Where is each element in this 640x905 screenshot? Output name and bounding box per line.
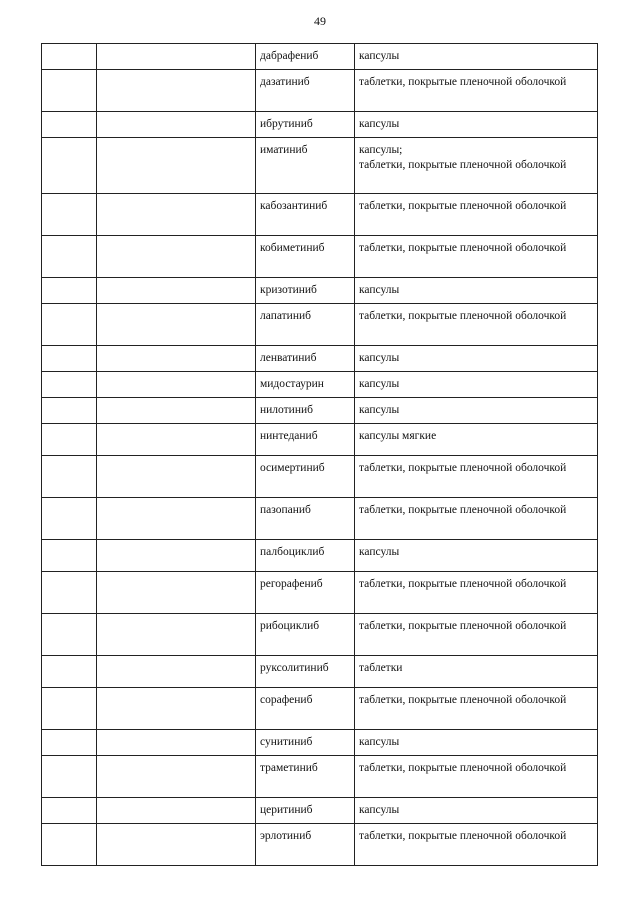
table-row bbox=[42, 730, 598, 756]
atc-code-cell bbox=[42, 194, 97, 236]
table-row bbox=[42, 498, 598, 540]
group-cell bbox=[97, 278, 256, 304]
group-cell bbox=[97, 756, 256, 798]
drug-name-cell: церитиниб bbox=[256, 798, 355, 824]
atc-code-cell bbox=[42, 424, 97, 456]
table-row bbox=[42, 424, 598, 456]
atc-code-cell bbox=[42, 798, 97, 824]
table-row bbox=[42, 278, 598, 304]
dosage-form-cell: капсулы bbox=[355, 112, 598, 138]
atc-code-cell bbox=[42, 756, 97, 798]
dosage-form-cell: таблетки, покрытые пленочной оболочкой bbox=[355, 304, 598, 346]
drug-name-cell: сорафениб bbox=[256, 688, 355, 730]
table-row bbox=[42, 236, 598, 278]
atc-code-cell bbox=[42, 346, 97, 372]
group-cell bbox=[97, 372, 256, 398]
atc-code-cell bbox=[42, 456, 97, 498]
table-row bbox=[42, 70, 598, 112]
dosage-form-cell: капсулы bbox=[355, 540, 598, 572]
group-cell bbox=[97, 730, 256, 756]
dosage-form-cell: таблетки, покрытые пленочной оболочкой bbox=[355, 756, 598, 798]
atc-code-cell bbox=[42, 304, 97, 346]
drug-name-cell: нинтеданиб bbox=[256, 424, 355, 456]
atc-code-cell bbox=[42, 372, 97, 398]
dosage-form-cell: таблетки, покрытые пленочной оболочкой bbox=[355, 456, 598, 498]
group-cell bbox=[97, 824, 256, 866]
dosage-form-cell: капсулы bbox=[355, 44, 598, 70]
atc-code-cell bbox=[42, 498, 97, 540]
table-row bbox=[42, 540, 598, 572]
group-cell bbox=[97, 112, 256, 138]
drug-name-cell: руксолитиниб bbox=[256, 656, 355, 688]
dosage-form-cell: таблетки, покрытые пленочной оболочкой bbox=[355, 614, 598, 656]
dosage-form-cell: таблетки bbox=[355, 656, 598, 688]
atc-code-cell bbox=[42, 236, 97, 278]
drug-name-cell: рибоциклиб bbox=[256, 614, 355, 656]
group-cell bbox=[97, 398, 256, 424]
dosage-form-cell: капсулы bbox=[355, 278, 598, 304]
atc-code-cell bbox=[42, 614, 97, 656]
dosage-form-cell: таблетки, покрытые пленочной оболочкой bbox=[355, 70, 598, 112]
drug-name-cell: мидостаурин bbox=[256, 372, 355, 398]
drug-name-cell: кризотиниб bbox=[256, 278, 355, 304]
drug-name-cell: лапатиниб bbox=[256, 304, 355, 346]
table-row bbox=[42, 44, 598, 70]
table-row bbox=[42, 656, 598, 688]
drug-table-body bbox=[42, 44, 598, 866]
table-row bbox=[42, 112, 598, 138]
group-cell bbox=[97, 44, 256, 70]
table-row bbox=[42, 614, 598, 656]
drug-name-cell: дазатиниб bbox=[256, 70, 355, 112]
table-row bbox=[42, 824, 598, 866]
group-cell bbox=[97, 424, 256, 456]
group-cell bbox=[97, 572, 256, 614]
group-cell bbox=[97, 540, 256, 572]
dosage-form-cell: таблетки, покрытые пленочной оболочкой bbox=[355, 236, 598, 278]
drug-name-cell: ибрутиниб bbox=[256, 112, 355, 138]
atc-code-cell bbox=[42, 398, 97, 424]
table-row bbox=[42, 398, 598, 424]
table-row bbox=[42, 346, 598, 372]
group-cell bbox=[97, 688, 256, 730]
table-row bbox=[42, 688, 598, 730]
table-row bbox=[42, 304, 598, 346]
atc-code-cell bbox=[42, 112, 97, 138]
drug-name-cell: эрлотиниб bbox=[256, 824, 355, 866]
dosage-form-cell: таблетки, покрытые пленочной оболочкой bbox=[355, 824, 598, 866]
atc-code-cell bbox=[42, 572, 97, 614]
group-cell bbox=[97, 138, 256, 194]
atc-code-cell bbox=[42, 730, 97, 756]
dosage-form-cell: капсулы bbox=[355, 798, 598, 824]
dosage-form-cell: капсулы; таблетки, покрытые пленочной оболочкой bbox=[355, 138, 598, 194]
group-cell bbox=[97, 498, 256, 540]
dosage-form-cell: капсулы bbox=[355, 372, 598, 398]
drug-name-cell: регорафениб bbox=[256, 572, 355, 614]
dosage-form-cell: капсулы bbox=[355, 346, 598, 372]
drug-name-cell: иматиниб bbox=[256, 138, 355, 194]
table-row bbox=[42, 756, 598, 798]
dosage-form-cell: капсулы bbox=[355, 730, 598, 756]
drug-name-cell: дабрафениб bbox=[256, 44, 355, 70]
atc-code-cell bbox=[42, 70, 97, 112]
dosage-form-cell: таблетки, покрытые пленочной оболочкой bbox=[355, 194, 598, 236]
drug-name-cell: нилотиниб bbox=[256, 398, 355, 424]
drug-name-cell: ленватиниб bbox=[256, 346, 355, 372]
group-cell bbox=[97, 798, 256, 824]
drug-name-cell: осимертиниб bbox=[256, 456, 355, 498]
group-cell bbox=[97, 304, 256, 346]
table-row bbox=[42, 572, 598, 614]
drug-table bbox=[41, 43, 598, 866]
group-cell bbox=[97, 236, 256, 278]
group-cell bbox=[97, 656, 256, 688]
page-number: 49 bbox=[314, 14, 326, 28]
table-row bbox=[42, 194, 598, 236]
atc-code-cell bbox=[42, 278, 97, 304]
atc-code-cell bbox=[42, 138, 97, 194]
atc-code-cell bbox=[42, 656, 97, 688]
drug-name-cell: сунитиниб bbox=[256, 730, 355, 756]
drug-name-cell: пазопаниб bbox=[256, 498, 355, 540]
dosage-form-cell: таблетки, покрытые пленочной оболочкой bbox=[355, 498, 598, 540]
group-cell bbox=[97, 70, 256, 112]
table-row bbox=[42, 798, 598, 824]
dosage-form-cell: таблетки, покрытые пленочной оболочкой bbox=[355, 572, 598, 614]
atc-code-cell bbox=[42, 540, 97, 572]
group-cell bbox=[97, 194, 256, 236]
table-row bbox=[42, 456, 598, 498]
drug-name-cell: траметиниб bbox=[256, 756, 355, 798]
table-row bbox=[42, 138, 598, 194]
group-cell bbox=[97, 614, 256, 656]
atc-code-cell bbox=[42, 824, 97, 866]
dosage-form-cell: таблетки, покрытые пленочной оболочкой bbox=[355, 688, 598, 730]
atc-code-cell bbox=[42, 44, 97, 70]
drug-name-cell: кобиметиниб bbox=[256, 236, 355, 278]
group-cell bbox=[97, 346, 256, 372]
group-cell bbox=[97, 456, 256, 498]
dosage-form-cell: капсулы bbox=[355, 398, 598, 424]
table-row bbox=[42, 372, 598, 398]
atc-code-cell bbox=[42, 688, 97, 730]
drug-name-cell: палбоциклиб bbox=[256, 540, 355, 572]
drug-name-cell: кабозантиниб bbox=[256, 194, 355, 236]
dosage-form-cell: капсулы мягкие bbox=[355, 424, 598, 456]
